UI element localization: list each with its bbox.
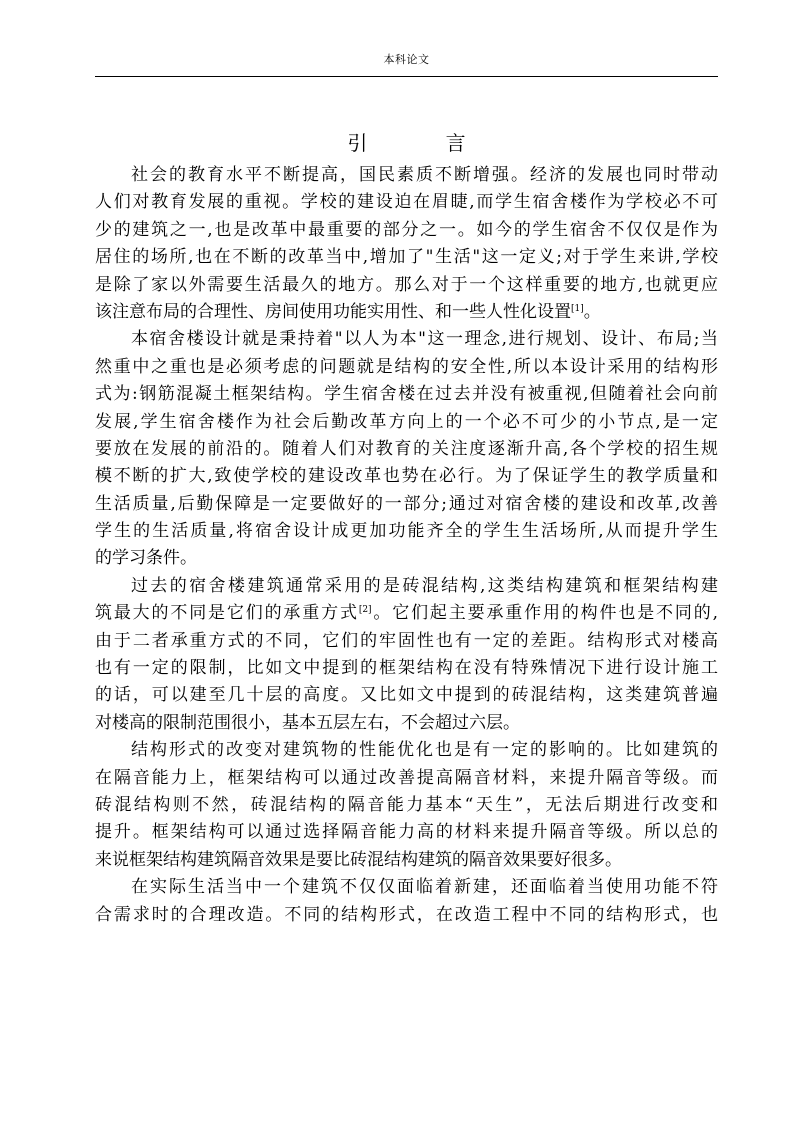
running-header: 本科论文 bbox=[383, 53, 430, 66]
paragraph-3 bbox=[95, 573, 718, 737]
text-line: 砖混结构则不然，砖混结构的隔音能力基本“天生”，无法后期进行改变和 bbox=[95, 794, 718, 815]
text-line: 在隔音能力上，框架结构可以通过改善提高隔音材料，来提升隔音等级。而 bbox=[95, 767, 718, 788]
text-line: 少的建筑之一,也是改革中最重要的部分之一。如今的学生宿舍不仅仅是作为 bbox=[95, 219, 718, 240]
text-line: 合需求时的合理改造。不同的结构形式，在改造工程中不同的结构形式，也 bbox=[95, 904, 718, 925]
text-line: 的话，可以建至几十层的高度。又比如文中提到的砖混结构，这类建筑普遍 bbox=[95, 685, 718, 706]
text-line: 学生的生活质量,将宿舍设计成更加功能齐全的学生生活场所,从而提升学生 bbox=[95, 521, 718, 542]
text-line: 然重中之重也是必须考虑的问题就是结构的安全性,所以本设计采用的结构形 bbox=[95, 356, 718, 377]
text-line: 由于二者承重方式的不同，它们的牢固性也有一定的差距。结构形式对楼高 bbox=[95, 630, 718, 651]
text-line: 结构形式的改变对建筑物的性能优化也是有一定的影响的。比如建筑的 bbox=[131, 740, 718, 761]
text-line: 本宿舍楼设计就是秉持着"以人为本"这一理念,进行规划、设计、布局;当 bbox=[131, 329, 718, 350]
header-rule bbox=[95, 76, 718, 77]
paragraph-2 bbox=[95, 326, 718, 573]
section-title: 引 言 bbox=[347, 131, 502, 155]
paragraph-5 bbox=[95, 874, 718, 929]
text-line: 也有一定的限制，比如文中提到的框架结构在没有特殊情况下进行设计施工 bbox=[95, 658, 718, 679]
text-line: 对楼高的限制范围很小，基本五层左右，不会超过六层。 bbox=[95, 712, 520, 733]
text-line: 是除了家以外需要生活最久的地方。那么对于一个这样重要的地方,也就更应 bbox=[95, 274, 718, 295]
paragraph-4 bbox=[95, 737, 718, 874]
text-segment: 。它们起主要承重作用的构件也是不同的, bbox=[371, 603, 718, 624]
text-line: 提升。框架结构可以通过选择隔音能力高的材料来提升隔音等级。所以总的 bbox=[95, 822, 718, 843]
text-segment: 。 bbox=[583, 301, 601, 322]
text-line: 发展,学生宿舍楼作为社会后勤改革方向上的一个必不可少的小节点,是一定 bbox=[95, 411, 718, 432]
text-line: 生活质量,后勤保障是一定要做好的一部分;通过对宿舍楼的建设和改革,改善 bbox=[95, 493, 718, 514]
citation-ref: [1] bbox=[571, 303, 584, 314]
text-segment: 筑最大的不同是它们的承重方式 bbox=[95, 603, 359, 624]
paragraph-1 bbox=[95, 162, 718, 326]
text-line: 居住的场所,也在不断的改革当中,增加了"生活"这一定义;对于学生来讲,学校 bbox=[95, 247, 718, 268]
text-segment: 该注意布局的合理性、房间使用功能实用性、和一些人性化设置 bbox=[95, 301, 571, 322]
text-line: 模不断的扩大,致使学校的建设改革也势在必行。为了保证学生的教学质量和 bbox=[95, 466, 718, 487]
text-line: 社会的教育水平不断提高，国民素质不断增强。经济的发展也同时带动 bbox=[131, 165, 718, 185]
text-line: 过去的宿舍楼建筑通常采用的是砖混结构,这类结构建筑和框架结构建 bbox=[131, 575, 718, 596]
text-line: 来说框架结构建筑隔音效果是要比砖混结构建筑的隔音效果要好很多。 bbox=[95, 849, 622, 870]
citation-ref: [2] bbox=[358, 605, 372, 616]
text-line bbox=[95, 600, 718, 627]
text-line: 在实际生活当中一个建筑不仅仅面临着新建，还面临着当使用功能不符 bbox=[131, 877, 718, 898]
text-line: 的学习条件。 bbox=[95, 548, 197, 569]
body-text bbox=[95, 162, 718, 929]
text-line bbox=[95, 299, 718, 326]
text-line: 要放在发展的前沿的。随着人们对教育的关注度逐渐升高,各个学校的招生规 bbox=[95, 438, 718, 459]
text-line: 式为:钢筋混凝土框架结构。学生宿舍楼在过去并没有被重视,但随着社会向前 bbox=[95, 384, 718, 405]
text-line: 人们对教育发展的重视。学校的建设迫在眉睫,而学生宿舍楼作为学校必不可 bbox=[95, 192, 718, 213]
